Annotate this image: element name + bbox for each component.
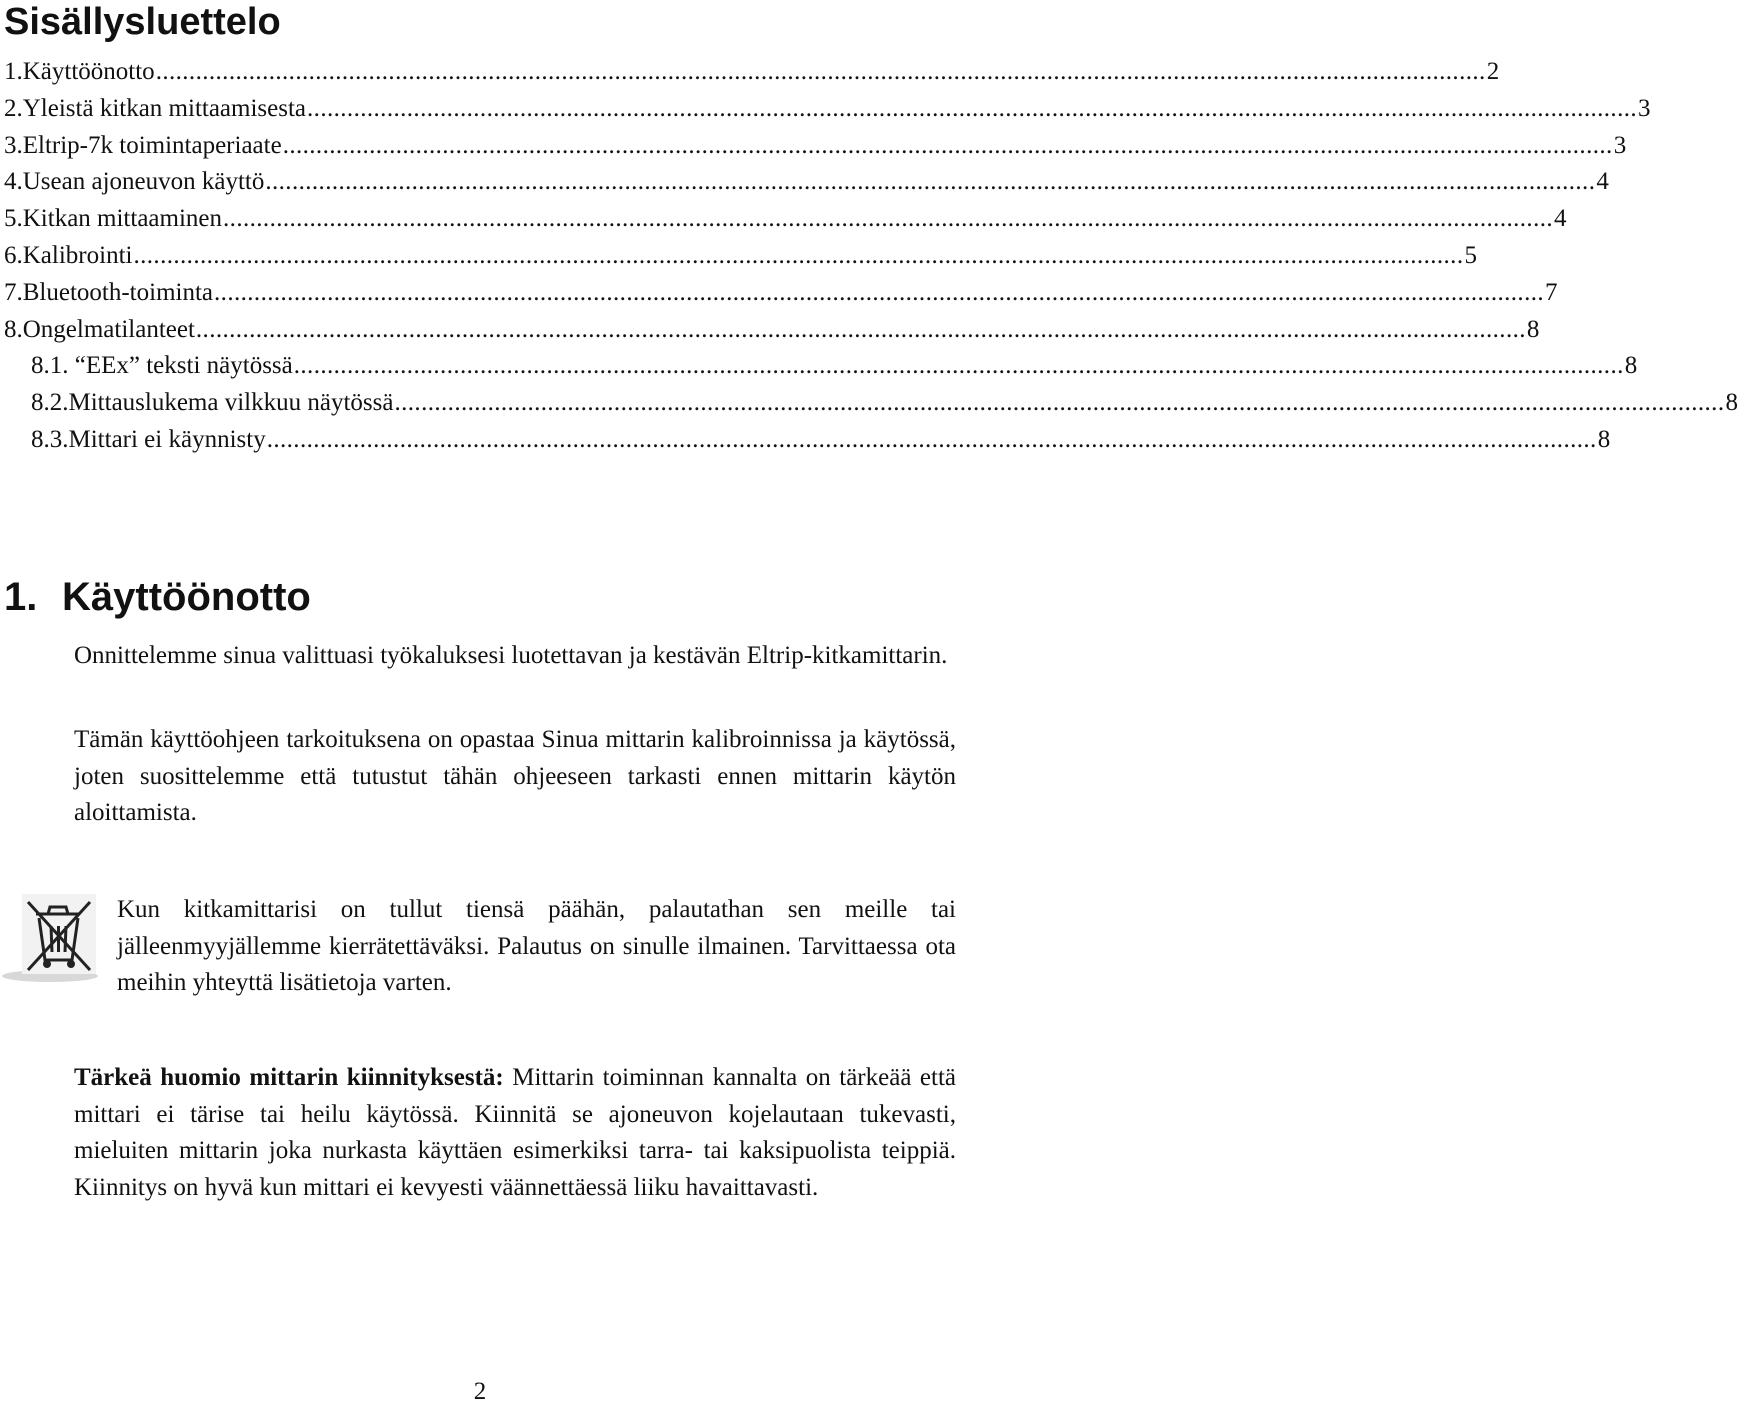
page-number: 2 bbox=[473, 1378, 487, 1405]
toc-entry[interactable]: 2.Yleistä kitkan mittaamisesta ........................................................................................................................................................................................................ 3 bbox=[4, 94, 1651, 122]
toc-entry-label: 6.Kalibrointi bbox=[4, 241, 133, 269]
toc-entry-page: 4 bbox=[1554, 205, 1567, 233]
mounting-note-paragraph bbox=[74, 1060, 956, 1206]
toc-subentry[interactable]: 8.1. “EEx” teksti näytössä ........................................................................................................................................................................................................ 8 bbox=[31, 352, 1638, 380]
toc-entry-label: 5.Kitkan mittaaminen bbox=[4, 205, 223, 233]
crossed-out-wheelie-bin-icon bbox=[0, 890, 100, 990]
toc-entry-page: 7 bbox=[1545, 278, 1558, 306]
toc-entry-label: 7.Bluetooth-toiminta bbox=[4, 278, 214, 306]
toc-entry[interactable]: 1.Käyttöönotto ........................................................................................................................................................................................................ 2 bbox=[4, 58, 1500, 85]
toc-entry-label: 8.2.Mittauslukema vilkkuu näytössä bbox=[31, 389, 394, 417]
toc-entry[interactable]: 4.Usean ajoneuvon käyttö ........................................................................................................................................................................................................ 4 bbox=[4, 168, 1609, 196]
toc-entry-page: 8 bbox=[1624, 352, 1638, 380]
purpose-paragraph: Tämän käyttöohjeen tarkoituksena on opastaa Sinua mittarin kalibroinnissa ja käytössä, joten suosittelemme että tutustut tähän ohjeeseen tarkasti ennen mittarin käytön aloittamista. bbox=[74, 726, 956, 827]
toc-entry-label: 8.1. “EEx” teksti näytössä bbox=[31, 352, 293, 380]
toc-entry[interactable]: 7.Bluetooth-toiminta ........................................................................................................................................................................................................ 7 bbox=[4, 278, 1558, 306]
section-number: 1. bbox=[4, 575, 38, 619]
table-of-contents bbox=[4, 58, 1738, 463]
toc-entry[interactable]: 3.Eltrip-7k toimintaperiaate ........................................................................................................................................................................................................ 3 bbox=[4, 131, 1627, 159]
toc-entry-page: 8 bbox=[1725, 389, 1738, 417]
section-title: Käyttöönotto bbox=[62, 575, 311, 619]
note-text: Mittarin toiminnan kannalta on tärkeää että mittari ei tärise tai heilu käytössä. Kiinnitä se ajoneuvon kojelautaan tukevasti, mieluiten mittarin joka nurkasta käyttäen esimerkiksi tarra- tai kaksipuolista teippiä. Kiinnitys on hyvä kun mittari ei kevyesti väännettäessä liiku havaittavasti. bbox=[74, 1064, 957, 1201]
toc-entry-label: 3.Eltrip-7k toimintaperiaate bbox=[4, 131, 282, 159]
toc-entry[interactable]: 6.Kalibrointi ........................................................................................................................................................................................................ 5 bbox=[4, 241, 1477, 269]
toc-entry-page: 8 bbox=[1526, 315, 1540, 343]
toc-entry-label: 2.Yleistä kitkan mittaamisesta bbox=[4, 94, 307, 122]
toc-entry-label: 1.Käyttöönotto bbox=[4, 58, 155, 85]
note-label: Tärkeä huomio mittarin kiinnityksestä: bbox=[74, 1064, 504, 1091]
toc-entry-page: 8 bbox=[1597, 425, 1611, 453]
toc-entry-page: 2 bbox=[1486, 58, 1500, 85]
toc-subentry[interactable]: 8.3.Mittari ei käynnisty ........................................................................................................................................................................................................ 8 bbox=[31, 425, 1611, 453]
toc-entry[interactable]: 8.Ongelmatilanteet ........................................................................................................................................................................................................ 8 bbox=[4, 315, 1540, 343]
toc-entry-label: 8.3.Mittari ei käynnisty bbox=[31, 425, 266, 453]
toc-entry-page: 3 bbox=[1638, 94, 1651, 122]
toc-entry-label: 4.Usean ajoneuvon käyttö bbox=[4, 168, 265, 196]
toc-entry-label: 8.Ongelmatilanteet bbox=[4, 315, 195, 343]
toc-entry-page: 5 bbox=[1464, 241, 1477, 269]
recycling-paragraph: Kun kitkamittarisi on tullut tiensä päähän, palautathan sen meille tai jälleenmyyjällemme kierrätettäväksi. Palautus on sinulle ilmainen. Tarvittaessa ota meihin yhteyttä lisätietoja varten. bbox=[117, 896, 956, 997]
toc-entry-page: 4 bbox=[1596, 168, 1609, 196]
section-heading bbox=[4, 573, 311, 621]
toc-entry-page: 3 bbox=[1613, 131, 1627, 159]
intro-paragraph: Onnittelemme sinua valittuasi työkaluksesi luotettavan ja kestävän Eltrip-kitkamittarin. bbox=[74, 642, 948, 669]
toc-entry[interactable]: 5.Kitkan mittaaminen ........................................................................................................................................................................................................ 4 bbox=[4, 205, 1567, 233]
toc-subentry[interactable]: 8.2.Mittauslukema vilkkuu näytössä ........................................................................................................................................................................................................ 8 bbox=[31, 389, 1738, 417]
toc-title: Sisällysluettelo bbox=[4, 1, 281, 43]
